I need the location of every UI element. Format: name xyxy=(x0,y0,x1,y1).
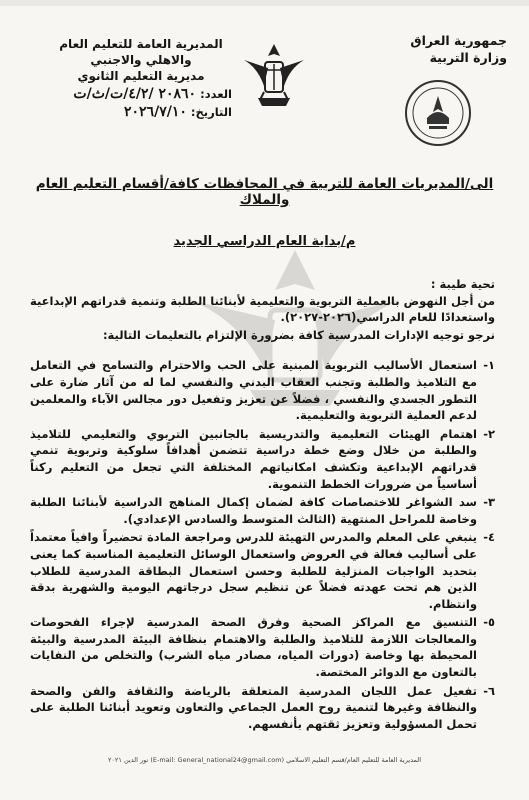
ministry-name: وزارة التربية xyxy=(429,50,507,65)
number-label: العدد: xyxy=(200,87,232,101)
instruction-item xyxy=(30,494,495,527)
country-name: جمهورية العراق xyxy=(410,33,507,48)
item-text: اهتمام الهيئات التعليمية والتدريسية بالجانبين التربوي والتعليمي للتلاميذ والطلبة من خلال وضع خطة دراسية تتضمن أهدافاً سلوكية وتربوية تنمي قدراتهم الإبداعية وتكشف امكانياتهم المختلفة التي تجعل من التعليم ركناً أساسياً من ضرورات الخطط التنموية. xyxy=(30,426,477,491)
number-value: ٢٠٨٦٠ /٤/٢/ت/ث/ت xyxy=(73,86,197,102)
letter-body xyxy=(30,276,495,734)
instructions-list xyxy=(30,357,495,732)
item-number: ٣- xyxy=(483,495,495,510)
item-number: ٤- xyxy=(483,530,495,545)
ministry-header xyxy=(357,32,507,66)
directorate-header xyxy=(36,36,246,120)
item-text: تفعيل عمل اللجان المدرسية المتعلقة بالرياضة والثقافة والفن والصحة والنظافة وغيرها لتنمية روح العمل الجماعي والتعاون وتعويد أبنائنا الطلبة على تحمل المسؤولية وتعزيز ثقتهم بأنفسهم. xyxy=(30,683,477,731)
instruction-item xyxy=(30,357,495,423)
item-number: ٦- xyxy=(483,683,495,698)
national-emblem-icon xyxy=(238,38,310,118)
addressee-line: الى/المديريات العامة للتربية في المحافظات كافة/أقسام التعليم العام والملاك xyxy=(35,176,494,208)
reference-number xyxy=(36,86,246,102)
instructions-lead: نرجو توجيه الإدارات المدرسية كافة بضرورة الإلتزام بالتعليمات التالية: xyxy=(102,327,495,342)
item-text: سد الشواغر للاختصاصات كافة لضمان إكمال المناهج الدراسية لأبنائنا الطلبة وخاصة للمراحل المنتهية (الثالث المتوسط والسادس الإعدادي). xyxy=(30,495,477,526)
date-label: التاريخ: xyxy=(190,105,232,119)
item-text: التنسيق مع المراكز الصحية وفرق الصحة المدرسية لإجراء الفحوصات والمعالجات اللازمة للتلاميذ والطلبة والاهتمام بنظافة البيئة المدرسية والبيئة المحيطة بها وخاصة (دورات المياه، مصادر مياه الشرب) والتخلص من النفايات بالتعاون مع الدوائر المختصة. xyxy=(30,615,477,680)
item-number: ٥- xyxy=(483,615,495,630)
page-footer: المديرية العامة للتعليم العام/قسم التعليم الاسلامي (E-mail: General_national24@gmail.com) نور الدين ٢٠٢١ xyxy=(107,756,422,764)
date-value: ٢٠٢٦/٧/١٠ xyxy=(124,104,187,120)
instruction-item xyxy=(30,529,495,612)
greeting: تحية طيبة : xyxy=(430,277,495,291)
instruction-item xyxy=(30,683,495,733)
ministry-seal-icon xyxy=(403,78,473,148)
directorate-line-2: والاهلي والاجنبي xyxy=(90,53,192,67)
instruction-item xyxy=(30,426,495,492)
item-text: ينبغي على المعلم والمدرس التهيئة للدرس ومراجعة المادة تحضيراً وافياً معتمداً على أساليب فعالة في العروض واستعمال الوسائل التعليمية المناسبة كما يعنى بتحديد الواجبات المنزلية للطلبة وحسن استعمال البطاقة المدرسية للطلاب الذين هم تحت عهدته فضلاً عن تنظيم سجل درجاتهم اليومية والشهرية بدقة وانتظام. xyxy=(30,530,477,611)
directorate-line-1: المديرية العامة للتعليم العام xyxy=(59,37,223,51)
item-number: ٢- xyxy=(483,426,495,441)
instruction-item xyxy=(30,614,495,680)
subject-line: م/بداية العام الدراسي الجديد xyxy=(173,234,356,249)
scan-edge xyxy=(0,0,529,6)
item-text: استعمال الأساليب التربوية المبنية على الحب والاحترام والتسامح في التعامل مع التلاميذ والطلبة وتجنب العقاب البدني والنفسي لما له من آثار ضارة على التطور الجسدي والنفسي ، فضلاً عن تعزيز وتفعيل دور مجالس الآباء والمعلمين لدعم العملية التربوية والتعليمية. xyxy=(30,358,477,423)
intro-paragraph: من أجل النهوض بالعملية التربوية والتعليمية لأبنائنا الطلبة وتنمية قدراتهم الإبداعية واستعدادًا للعام الدراسي(٢٠٢٦-٢٠٢٧). xyxy=(30,293,495,325)
item-number: ١- xyxy=(483,358,495,373)
directorate-line-3: مديرية التعليم الثانوي xyxy=(77,69,205,83)
reference-date xyxy=(36,104,246,120)
